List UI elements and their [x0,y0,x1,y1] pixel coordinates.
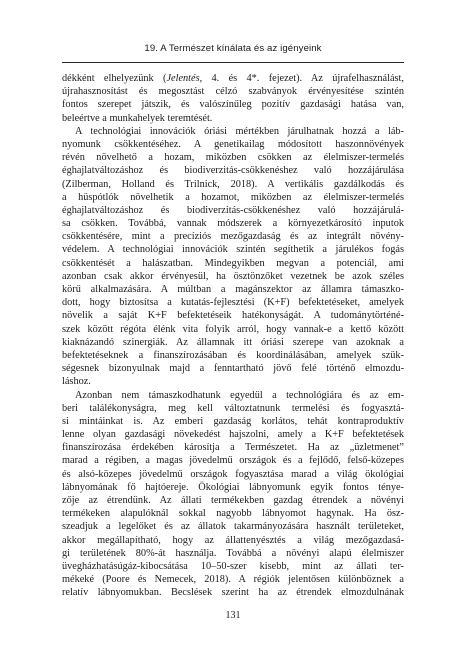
text-line: csökkentését a halászatban. Mindegyikben megvan a potenciál, ami [62,257,404,269]
text-line: fontos szerepet játszik, és valószínűleg pozitív gazdasági hatása van, [62,99,404,111]
body-text [62,72,404,600]
text-line: beleértve a munkahelyek teremtését. [62,112,213,124]
text-line: és alsó-közepes jövedelmű országok fogyasztása marad a világ ökológiai [62,468,404,480]
text-line: finanszírozása érdekében károsítja a Természetet. Ha az „üzletmenet” [62,442,404,454]
text-line: lábnyomának fő hajtóereje. Ökológiai lábnyomunk egyik fontos ténye- [62,481,404,493]
text-line: relatív lábnyomukban. Becslések szerint ha az étrendek elmozdulnának [62,587,404,599]
text-line: beri találékonyságra, meg kell változtatnunk termelési és fogyasztá- [62,402,404,414]
text-line: sa csökken. Továbbá, vannak módszerek a környezetkárosító inputok [62,218,404,230]
text-line: dékként elhelyezünk (Jelentés, 4. és 4*. fejezet). Az újrafelhasználást, [62,73,404,84]
text-line: üvegházhatásúgáz-kibocsátása 10–50-szer kisebb, mint az állati ter- [62,560,404,572]
running-head: 19. A Természet kínálata és az igényeink [144,43,322,54]
text-line: éghajlatváltozáshoz és biodiverzitás-csökkenéshez való hozzájárulása [62,165,404,177]
header-rule [62,62,404,63]
text-line: A technológiai innovációk óriási mértékben járulhatnak hozzá a láb- [75,125,404,137]
text-line: védelem. A technológiai innovációk szintén segíthetik a járulékos fogás [62,244,404,256]
text-line: akkor megállapítható, hogy az állattenyésztés a világ mezőgazdasá- [62,534,404,546]
text-line: növelik a saját K+F befektetéseik hatékonyságát. A tudománytörténé- [62,310,404,322]
text-line: éghajlatváltozáshoz és biodiverzitás-csökkenéshez való hozzájárulá- [62,204,404,216]
text-line: (Zilberman, Holland és Trilnick, 2018). A vertikális gazdálkodás és [62,178,404,190]
text-line: mékeké (Poore és Nemecek, 2018). A régiók jelentősen különböznek a [62,574,404,586]
text-line: kiaknázandó szinergiák. Az államnak itt óriási szerepe van azoknak a [62,336,404,348]
text-line: révén növelhető a hozam, miközben csökken az élelmiszer-termelés [62,152,404,164]
page-number: 131 [225,610,241,621]
text-line: csökkentésére, mint a precíziós mezőgazdaság és az integrált növény- [62,231,404,243]
text-line: újrahasznosítást és megosztást célzó szabványok érvényesítése szintén [62,86,404,98]
text-line: termékeken alapulóknál sokkal nagyobb lábnyomot hagynak. Ha ösz- [62,508,404,520]
text-line: Azonban nem támaszkodhatunk egyedül a technológiára és az em- [75,389,404,401]
text-line: dott, hogy biztosítsa a kutatás-fejlesztési (K+F) befektetéseket, amelyek [62,297,404,309]
text-line: befektetéseknek a finanszírozásában és koordinálásában, amelyek szük- [62,349,404,361]
text-line: nyomunk csökkentéséhez. A genetikailag módosított haszonnövények [62,138,404,150]
text-line: a hüspótlók növelhetik a hozamot, miközben az élelmiszer-termelés [62,191,404,203]
text-line: láshoz. [62,376,91,388]
text-line: gi területének 80%-át használja. Továbbá a növényi alapú élelmiszer [62,547,404,559]
text-line: zője az étrendünk. Az állati termékekben gazdag étrendek a növényi [62,495,404,506]
text-line: szek között régóta élénk vita folyik arról, hogy vannak-e a kettő között [62,323,404,335]
text-line: lenne olyan gazdasági növekedést hajszolni, amely a K+F befektetések [62,429,404,441]
text-line: si mintáinkat is. Az emberi gazdaság korlátos, tehát kontraproduktív [62,415,404,427]
text-line: marad a régiben, a magas jövedelmű országok és a fejlődő, felső-közepes [62,455,404,467]
text-line: azonban csak akkor érvényesül, ha ösztönzőket vezetnek be azok széles [62,270,404,282]
text-line: körű alkalmazására. A múltban a magánszektor az államra támaszko- [62,284,404,295]
report-title: Jelentés [166,73,200,84]
text-line: szeadjuk a legelőket és az állatok takarmányozására használt területeket, [62,521,404,533]
text-line: ségesnek bizonyulnak majd a fenntartható jövő felé történő elmozdu- [62,363,404,375]
